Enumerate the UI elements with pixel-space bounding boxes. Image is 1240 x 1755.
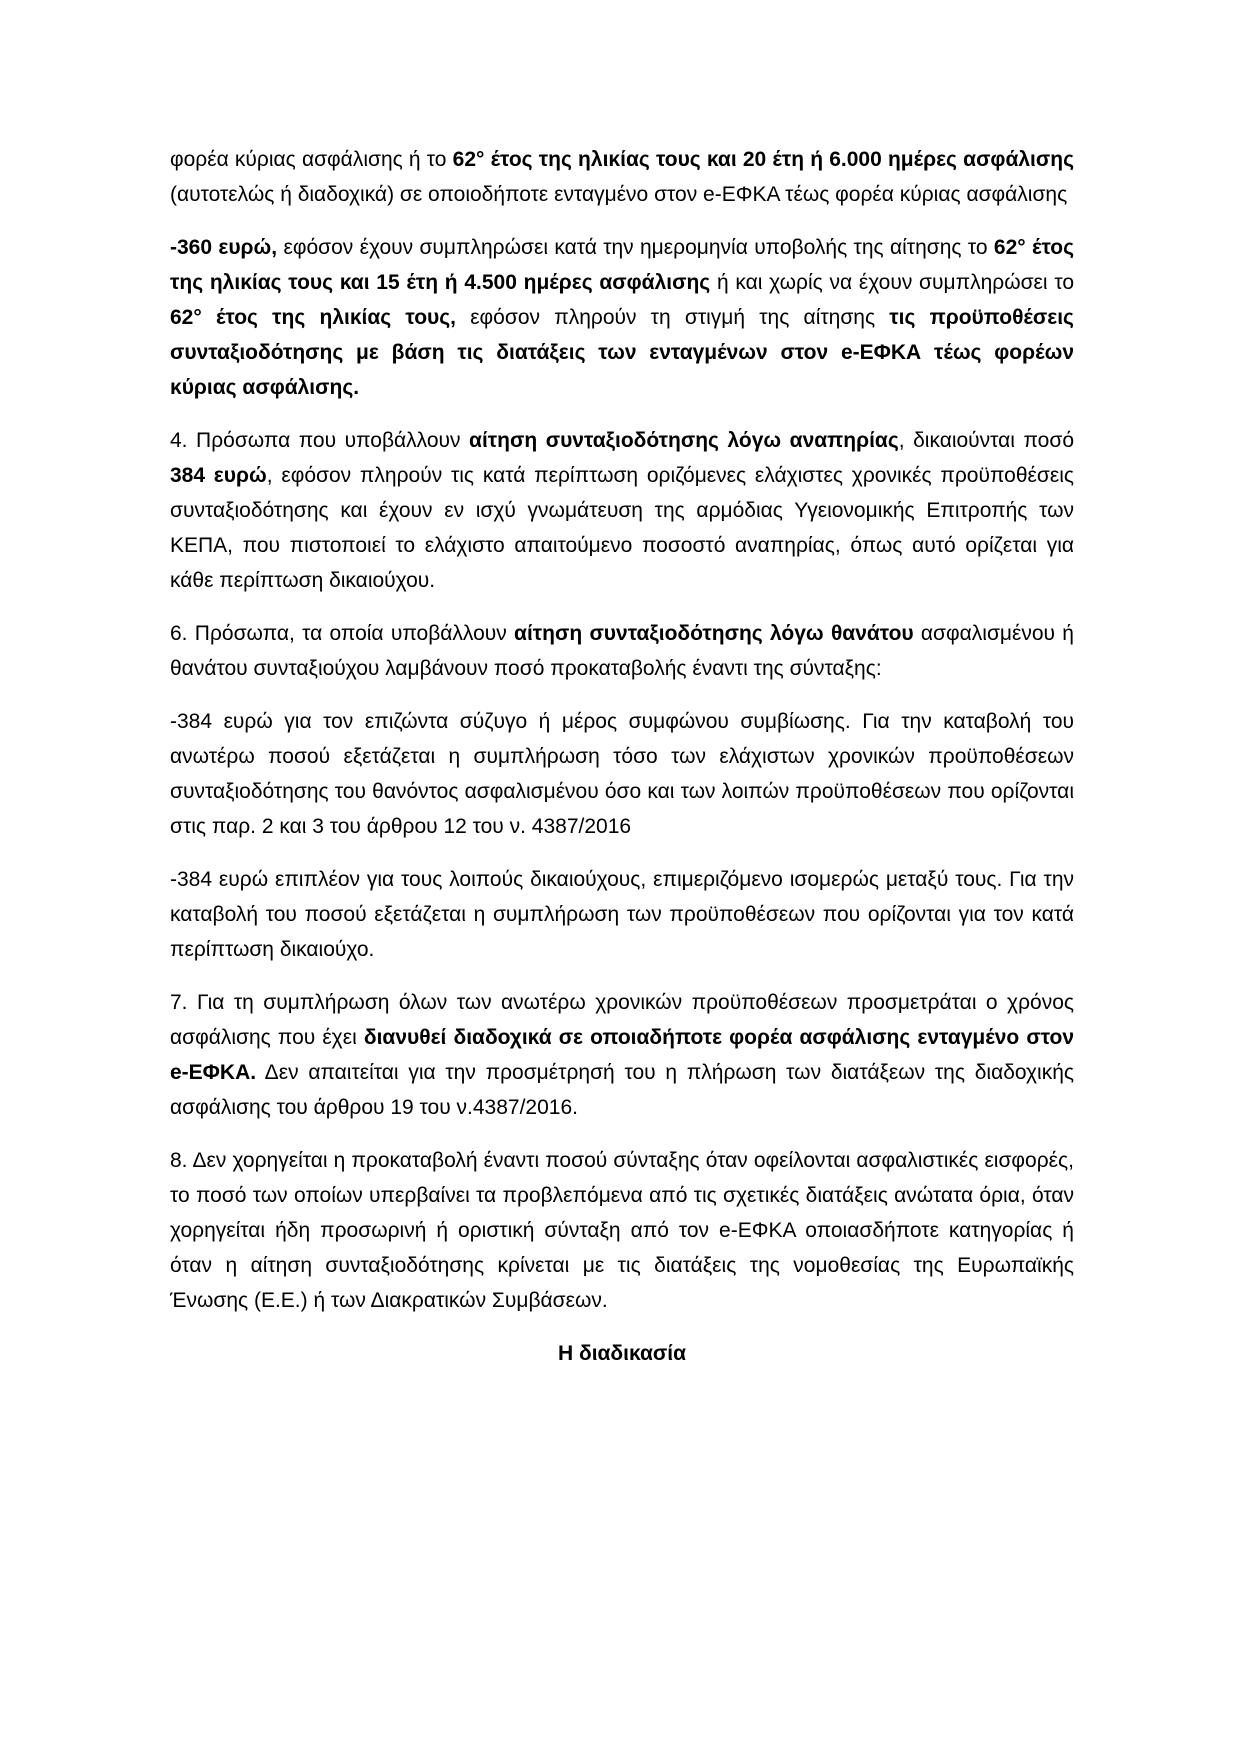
text-run: εφόσον πληρούν τη στιγμή της αίτησης xyxy=(456,306,890,329)
document-body xyxy=(170,142,1074,1371)
text-run: -384 ευρώ για τον επιζώντα σύζυγο ή μέρος συμφώνου συμβίωσης. Για την καταβολή του ανωτέρω ποσού εξετάζεται η συμπλήρωση τόσο των ελάχιστων χρονικών προϋποθέσεων συνταξιοδότησης του θανόντος ασφαλισμένου όσο και των λοιπών προϋποθέσεων που ορίζονται στις παρ. 2 και 3 του άρθρου 12 του ν. 4387/2016 xyxy=(170,710,1074,838)
text-run: 6. Πρόσωπα, τα οποία υποβάλλουν xyxy=(170,622,515,645)
text-run-bold: διανυθεί διαδοχικά σε οποιαδήποτε φορέα ασφάλισης ενταγμένο στον e-ΕΦΚΑ. xyxy=(170,1026,1075,1084)
text-run-bold: αίτηση συνταξιοδότησης λόγω θανάτου xyxy=(514,622,914,645)
paragraph-384-other-beneficiaries xyxy=(170,862,1074,967)
text-run: 4. Πρόσωπα που υποβάλλουν xyxy=(170,429,470,452)
text-run: 7. Για τη συμπλήρωση όλων των ανωτέρω χρονικών προϋποθέσεων προσμετράται ο χρόνος ασφάλισης που έχει xyxy=(170,991,1074,1049)
text-run: Δεν απαιτείται για την προσμέτρησή του η πλήρωση των διατάξεων της διαδοχικής ασφάλισης του άρθρου 19 του ν.4387/2016. xyxy=(170,1061,1074,1119)
text-run-bold: -360 ευρώ, xyxy=(170,236,278,259)
text-run-bold: 384 ευρώ xyxy=(170,464,267,487)
paragraph-continuation xyxy=(170,142,1074,212)
paragraph-item-7 xyxy=(170,985,1074,1125)
text-run: (αυτοτελώς ή διαδοχικά) σε οποιοδήποτε ενταγμένο στον e-ΕΦΚΑ τέως φορέα κύριας ασφάλισης xyxy=(170,183,1068,206)
text-run: ασφαλισμένου ή θανάτου συνταξιούχου λαμβάνουν ποσό προκαταβολής έναντι της σύνταξης: xyxy=(170,622,1074,680)
text-run-bold: 62° έτος της ηλικίας τους, xyxy=(170,306,456,329)
text-run-bold: τις προϋποθέσεις συνταξιοδότησης με βάση τις διατάξεις των ενταγμένων στον e-ΕΦΚΑ τέως φορέων κύριας ασφάλισης. xyxy=(170,306,1074,399)
text-run: , εφόσον πληρούν τις κατά περίπτωση οριζόμενες ελάχιστες χρονικές προϋποθέσεις συνταξιοδότησης και έχουν εν ισχύ γνωμάτευση της αρμόδιας Υγειονομικής Επιτροπής των ΚΕΠΑ, που πιστοποιεί το ελάχιστο απαιτούμενο ποσοστό αναπηρίας, όπως αυτό ορίζεται για κάθε περίπτωση δικαιούχου. xyxy=(170,464,1074,592)
paragraph-384-spouse xyxy=(170,704,1074,844)
paragraph-item-6 xyxy=(170,616,1074,686)
section-heading-procedure xyxy=(170,1336,1074,1371)
text-run: φορέα κύριας ασφάλισης ή το xyxy=(170,148,453,171)
text-run-bold: Η διαδικασία xyxy=(557,1342,687,1365)
text-run-bold: 62° έτος της ηλικίας τους και 20 έτη ή 6.000 ημέρες ασφάλισης xyxy=(452,148,1074,171)
text-run: 8. Δεν χορηγείται η προκαταβολή έναντι ποσού σύνταξης όταν οφείλονται ασφαλιστικές εισφορές, το ποσό των οποίων υπερβαίνει τα προβλεπόμενα από τις σχετικές διατάξεις ανώτατα όρια, όταν χορηγείται ήδη προσωρινή ή οριστική σύνταξη από τον e-ΕΦΚΑ οποιασδήποτε κατηγορίας ή όταν η αίτηση συνταξιοδότησης κρίνεται με τις διατάξεις της νομοθεσίας της Ευρωπαϊκής Ένωσης (Ε.Ε.) ή των Διακρατικών Συμβάσεων. xyxy=(170,1149,1074,1312)
paragraph-item-8 xyxy=(170,1143,1074,1318)
paragraph-360-euro xyxy=(170,230,1074,405)
text-run: , δικαιούνται ποσό xyxy=(898,429,1075,452)
text-run-bold: 62° έτος της ηλικίας τους και 15 έτη ή 4.500 ημέρες ασφάλισης xyxy=(170,236,1074,294)
text-run: -384 ευρώ επιπλέον για τους λοιπούς δικαιούχους, επιμεριζόμενο ισομερώς μεταξύ τους. Για την καταβολή του ποσού εξετάζεται η συμπλήρωση των προϋποθέσεων που ορίζονται για τον κατά περίπτωση δικαιούχο. xyxy=(170,868,1074,961)
paragraph-item-4 xyxy=(170,423,1074,598)
text-run: ή και χωρίς να έχουν συμπληρώσει το xyxy=(710,271,1074,294)
text-run-bold: αίτηση συνταξιοδότησης λόγω αναπηρίας xyxy=(469,429,899,452)
text-run: εφόσον έχουν συμπληρώσει κατά την ημερομηνία υποβολής της αίτησης το xyxy=(277,236,994,259)
